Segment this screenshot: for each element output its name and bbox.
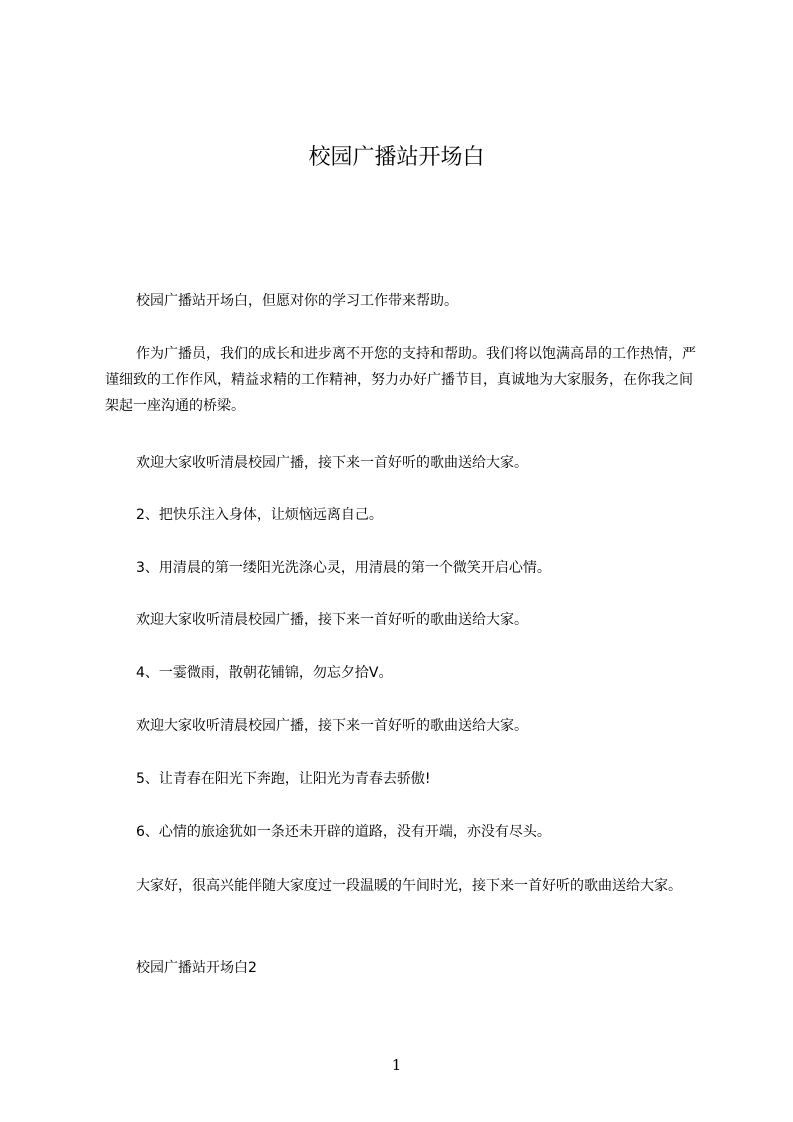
document-title: 校园广播站开场白: [308, 145, 485, 170]
paragraph-intro: 校园广播站开场白，但愿对你的学习工作带来帮助。: [136, 293, 458, 309]
paragraph-greeting: 大家好，很高兴能伴随大家度过一段温暖的午间时光，接下来一首好听的歌曲送给大家。: [136, 878, 682, 894]
paragraph-item-2: 2、把快乐注入身体，让烦恼远离自己。: [136, 507, 383, 523]
paragraph-item-4: 4、一霎微雨，散朝花铺锦，勿忘夕拾V。: [136, 665, 393, 681]
paragraph-item-6: 6、心情的旅途犹如一条还未开辟的道路，没有开端，亦没有尽头。: [136, 824, 551, 840]
page-number: 1: [391, 1056, 402, 1074]
paragraph-item-5: 5、让青春在阳光下奔跑，让阳光为青春去骄傲!: [136, 771, 431, 787]
paragraph-announcer: 作为广播员，我们的成长和进步离不开您的支持和帮助。我们将以饱满高昂的工作热情，严谨细致的工作作风，精益求精的工作精神，努力办好广播节目，真诚地为大家服务，在你我之间架起一座沟通的桥梁。: [105, 346, 696, 414]
paragraph-section-heading: 校园广播站开场白2: [136, 960, 257, 976]
paragraph-welcome-1: 欢迎大家收听清晨校园广播，接下来一首好听的歌曲送给大家。: [136, 455, 528, 471]
paragraph-welcome-3: 欢迎大家收听清晨校园广播，接下来一首好听的歌曲送给大家。: [136, 718, 528, 734]
paragraph-item-3: 3、用清晨的第一缕阳光洗涤心灵，用清晨的第一个微笑开启心情。: [136, 560, 551, 576]
paragraph-welcome-2: 欢迎大家收听清晨校园广播，接下来一首好听的歌曲送给大家。: [136, 612, 528, 628]
